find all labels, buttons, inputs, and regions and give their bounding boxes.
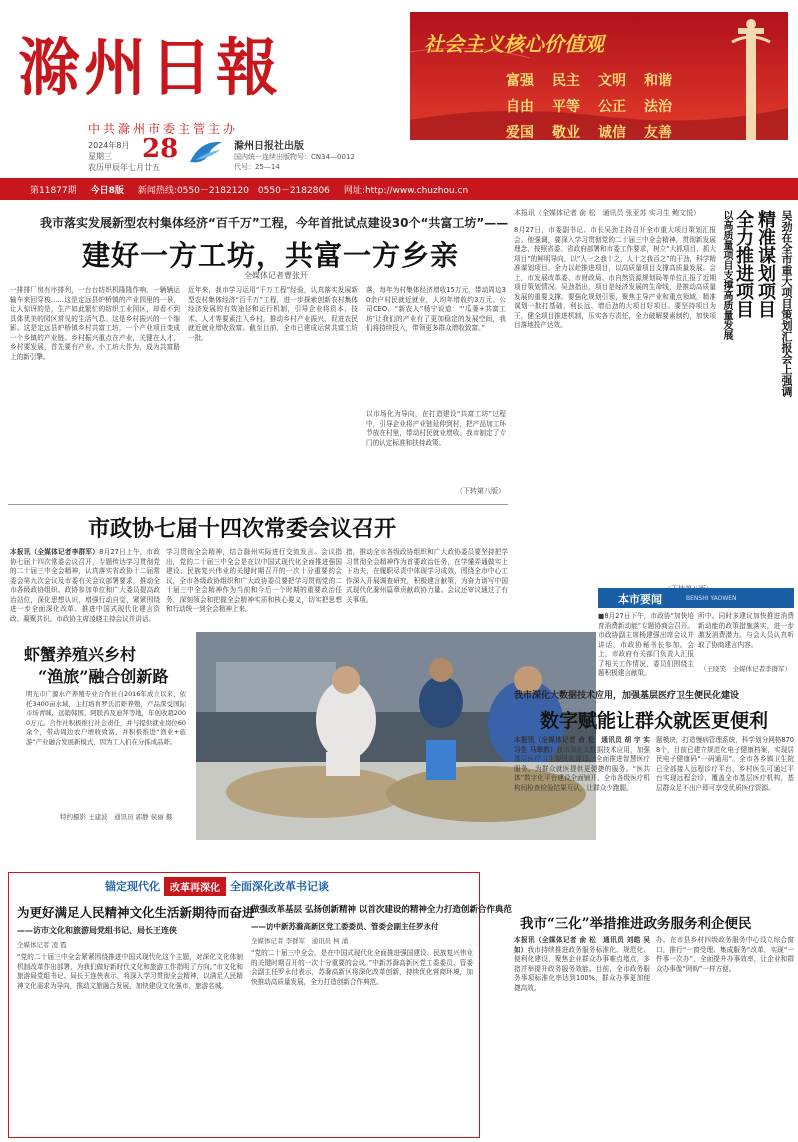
lead-title: 建好一方工坊，共富一方乡亲 [82,239,460,272]
feature-left-body: “党的二十届三中全会紧紧围绕推进中国式现代化这个主题，对深化文化体制机制改革作出部署，为我们做好新时代文化和旅游工作指明了方向。”市文化和旅游局党组书记、局长王连侠表示，将深入学习贯彻全会精神，以满足人民精神文化需求为导向，推动文旅融合发展，加快建设文化强市、旅游名城。 [17,953,243,990]
newspaper-logo: 滁州日報 [18,31,283,104]
cppcc-body-text-1: 8月27日上午，市政协七届十四次常委会议召开，专题传达学习贯彻党的二十届三中全会精神，认真落实省政协十二届常委会第九次会议及市委有关会议部署要求，推动全市各级政协组织、政协参加单位和广大委员提高政治站位，深化思想认识，增强行动自觉，紧紧围绕进一步全面深化改革、推进中国式现代化建言资政、凝聚共识。市政协主席凌晓主持会议并讲话。 [10,548,161,623]
publication-code-cn: 国内统一连续出版物号：CN34—0012 [234,153,355,161]
core-value-item: 民主 [552,73,580,89]
feature-right-body: “党的二十届三中全会，是在中国式现代化全面推进强国建设、民族复兴伟业的关键时期召开的一次十分重要的会议。”中新苏滁高新区党工委委员、管委会副主任罗永付表示，苏滁高新区将深化改革创新，持续优化营商环境，加快推动高质量发展，全力打造创新合作典范。 [251,949,473,986]
core-value-item: 友善 [644,125,672,141]
banner-title: 社会主义核心价值观 [424,32,604,56]
cppcc-title: 市政协七届十四次常委会议召开 [88,516,397,542]
core-value-item: 自由 [506,99,534,115]
lead-body-col3b: 以市场化为导向，在打造建设“共富工坊”过程中，引导企业将产业链延伸到村，把产品加工环节放在村里，带动村民就业增收。我市制定了专门的认定标准和扶持政策。 [366,410,506,447]
divider [8,504,508,505]
core-value-item: 法治 [644,99,672,115]
lead-body-col1: 一排排厂房有序排列，一台台纺织机隆隆作响，一辆辆运输车来回穿梭……这是定远县炉桥镇的产业园里的一景，让人惊讶的是，生产如此繁忙的纺织工业园区，却看不到具体优美的园区常见的生活气息。这是乡村振兴的一个缩影。这是定远县炉桥镇乡村共富工坊，一个产业项目变成一个乡镇的产业链。乡村振兴重点在产业，关键在人才，乡村要发展，首先要有产业。小工坊大作为，成为共富路上的新引擎。 [10,286,180,361]
vertical-headline-small: 吴劲在全市重大项目策划汇报会上强调 [780,210,793,397]
feature-right-sub: ——访中新苏滁高新区党工委委员、管委会副主任罗永付 [251,922,439,931]
core-value-item: 富强 [506,73,534,89]
feature-right [251,903,512,1117]
right-article-wrap [514,208,714,218]
lead-byline: 全媒体记者曹张开 [244,271,308,280]
core-value-item: 和谐 [644,73,672,89]
huabiao-pillar-icon [726,12,776,140]
sanhua-byline: 本报讯（全媒体记者 俞 松 通讯员 刘皓 吴如） [514,936,650,954]
feature-tag-2: 改革再深化 [164,877,226,896]
briefs-byline: （王晓笑 全媒体记者李群军） [700,665,791,673]
lead-more: （下转第八版） [456,487,505,495]
lead-body-col3: 落，每年为村集体经济增收15万元，带动周边30余户村民就近就业，人均年增收约3万元。公司CEO、“新农人”杨宁说道：“‘瓜蒌+共富工坊’让我们的产业有了更加稳定的发展空间，我们将持续投入，带领更多群众增收致富。” [366,286,506,332]
sanhua-body-text-1: 我市持续推进政务服务标准化、规范化、便利化建设，聚焦企业群众办事难点堵点，多措并举提升政务服务效能。目前，全市政务服务事项标准化率达到100%，群众办事更加便捷高效。 [514,945,651,992]
publisher-name: 滁州日报社出版 [234,141,304,152]
reform-feature-box [8,872,512,1138]
publication-codes [234,152,355,172]
feature-left-byline: 全媒体记者 凌 霞 [17,941,67,949]
page-count: 今日8版 [90,185,124,196]
digital-body-col1 [514,736,650,884]
core-value-item: 平等 [552,99,580,115]
publication-code-post: 代号：25—14 [234,163,280,171]
website[interactable]: 网址:http://www.chuzhou.cn [343,185,469,196]
feature-tag-3: 全面深化改革书记谈 [230,880,329,893]
date-line-2: 星期三 [88,152,112,161]
cppcc-body-col2: 学习贯彻全会精神，结合滁州实际进行交流发言。会议指出，党的二十届三中全会是在以中国式现代化全面推进强国建设、民族复兴伟业的关键时期召开的一次十分重要的会议，全市各级政协组织和广大政协委员要把学习贯彻党的二十届三中全会精神作为当前和今后一个时期的重要政治任务，深刻领会和把握全会精神实质和核心要义，切实把思想和行动统一到全会精神上来。 [166,548,342,613]
core-values-grid [506,70,690,142]
vertical-headline-line3: 以高质量项目支撑高质量发展 [721,210,732,340]
digital-title: 数字赋能让群众就医更便利 [540,710,769,732]
sanhua-title: 我市“三化”举措推进政务服务利企便民 [520,916,752,932]
feature-left-sub: ——访市文化和旅游局党组书记、局长王连侠 [17,926,177,935]
date-line-3: 农历甲辰年七月廿五 [88,163,160,172]
news-hotline: 新闻热线:0550－2182120 0550－2182806 [137,185,330,196]
vertical-headline-line2: 全力推进项目 [733,210,754,318]
date-line-1: 2024年8月 [88,141,130,150]
feature-right-title: 做强改革基层 弘扬创新精神 以首次建设的精神全力打造创新合作典范 [251,905,512,915]
sanhua-body-col2: 办。在市县乡村四级政务服务中心设立综合窗口，推行“一窗受理、集成服务”改革，实现“一件事一次办”，全面提升办事效率，让企业和群众办事像“网购”一样方便。 [656,936,794,973]
right-article-byline: 本报讯（全媒体记者 俞 松 通讯员 张亚苏 实习生 鲍文悦） [514,209,701,217]
issue-info-bar [0,178,798,200]
briefs-tag-bar [598,588,794,608]
digital-body-text-1: 我市深化大数据技术应用，加强基层医疗卫生便民化建设，全面推进智慧医疗服务，为群众就医提供更便捷的服务。“医共体”数字化平台建设全面铺开，全市各级医疗机构间检查检验结果互认，让群众少跑腿。 [514,745,651,792]
vertical-headline [721,210,794,510]
feature-right-byline: 全媒体记者 李群军 通讯员 柯 涌 [251,937,349,945]
sponsor-line: 中共滁州市委主管主办 [88,122,239,136]
crab-credit: 特约摄影 王建波 通讯员 郭静 侯丽 摄 [60,813,173,821]
crab-title-2: “渔旅”融合创新路 [38,667,169,686]
digital-body-col2: 题模块，打造慢病管理系统，科学划分网格8708个，目前已建立规范化电子健康档案，实现居民电子健康码“一码通用”。全市各乡镇卫生院已全部接入远程诊疗平台，乡村医生可通过平台实现远程会诊，覆盖全市基层医疗机构，基层群众足不出户即可享受优质医疗资源。 [656,736,794,792]
lead-body-col2: 近年来，我市学习运用“千万工程”经验，认真落实发展新型农村集体经济“百千万”工程，进一步探索创新农村集体经济发展的有效途径和运行机制，引导企业将资本、技术、人才等要素注入乡村，推动乡村产业振兴，促进农民就近就业增收致富。截至目前，全市已建成运营共富工坊一批。 [188,286,358,342]
crab-caption: 明光市广源水产养殖专业合作社自2016年成立以来，依托3400亩水域，主打培育罗氏沼虾养殖，产品深受国际市场青睐，远销韩国、阿联酋及迪拜等地，年创收超2000万元。合作社积极推行社会责任，并与提供就业岗位60余个，带动周边农户增收致富，并积极推进“渔业+旅游”产业融合发展新模式，因为工人们在分拣成品虾。 [26,690,186,746]
crab-title-1: 虾蟹养殖兴乡村 [24,645,137,664]
vertical-headline-line1: 精准谋划项目 [755,210,776,318]
digital-byline: 本报讯（全媒体记者 俞 松 通讯员 胡 宇 实习生 马翠然） [514,736,650,754]
feature-tag-1: 锚定现代化 [105,880,160,893]
core-value-item: 爱国 [506,125,534,141]
feature-left-title: 为更好满足人民精神文化生活新期待而奋进 [17,905,255,920]
right-article-body: 8月27日，市委副书记、市长吴劲主持召开全市重大项目策划汇报会。他强调，要深入学习贯彻党的二十届三中全会精神，贯彻新发展理念，按照省委、省政府部署和市委工作要求，树立“大抓项目、抓大项目”的鲜明导向，以“人一之我十之，人十之我百之”的干劲，科学精准谋划项目、全力以赴推进项目，以高质量项目支撑高质量发展。会上，市发展改革委、市财政局、市自然资源规划局等单位汇报了近期项目策划情况。吴劲指出，项目是经济发展的生命线，是推动高质量发展的重要支撑。要强化规划引领，聚焦主导产业和重点领域，精准谋划一批打基础、利长远、增后劲的大项目好项目。要坚持项目为王，健全项目推进机制，压实各方责任，全力破解要素制约，加快项目落地投产达效。 [514,226,716,329]
briefs-tag: 本市要闻 [618,593,662,606]
issue-number: 第11877期 [30,185,77,196]
publisher-bird-icon [186,136,226,170]
digital-wrap [514,688,794,701]
cppcc-body-col3: 措，推动全市各级政协组织和广大政协委员要坚持把学习贯彻全会精神作为首要政治任务，在学懂弄通做实上下功夫，在履职尽责中体现学习成效，围绕全市中心工作深入开展调查研究，积极建言献策，为奋力谱写中国式现代化滁州篇章贡献政协力量。会议还审议通过了有关事项。 [346,548,508,604]
briefs-col2: 所中。同时多建议加快推进消费新动能的政策措施落实，进一步激发消费潜力。与会人员认真听取了协商建言内容。 [698,612,794,649]
core-value-item: 文明 [598,73,626,89]
cppcc-byline: 本报讯（全媒体记者李群军） [10,548,100,556]
core-value-item: 敬业 [552,125,580,141]
digital-kicker: 我市深化大数据技术应用，加强基层医疗卫生便民化建设 [514,691,740,701]
core-values-banner [410,12,788,140]
briefs-col1: ■8月27日下午，市政协“加快培育消费新动能”专题协商会召开。市政协副主席杨建强出席会议并讲话，市政协秘书长参加。会上，市政府有关部门负责人汇报了相关工作情况，委员们围绕主题积极建言献策。 [598,612,694,677]
core-value-item: 诚信 [598,125,626,141]
core-value-item: 公正 [598,99,626,115]
sanhua-body-col1 [514,936,650,1136]
day-number: 28 [142,134,179,164]
feature-left [17,903,255,1121]
lead-kicker: 我市落实发展新型农村集体经济“百千万”工程，今年首批试点建设30个“共富工坊”—— [40,216,509,230]
feature-tags [9,873,479,899]
briefs-tag-en: BENSHI YAOWEN [686,595,737,602]
cppcc-body-col1 [10,548,160,632]
